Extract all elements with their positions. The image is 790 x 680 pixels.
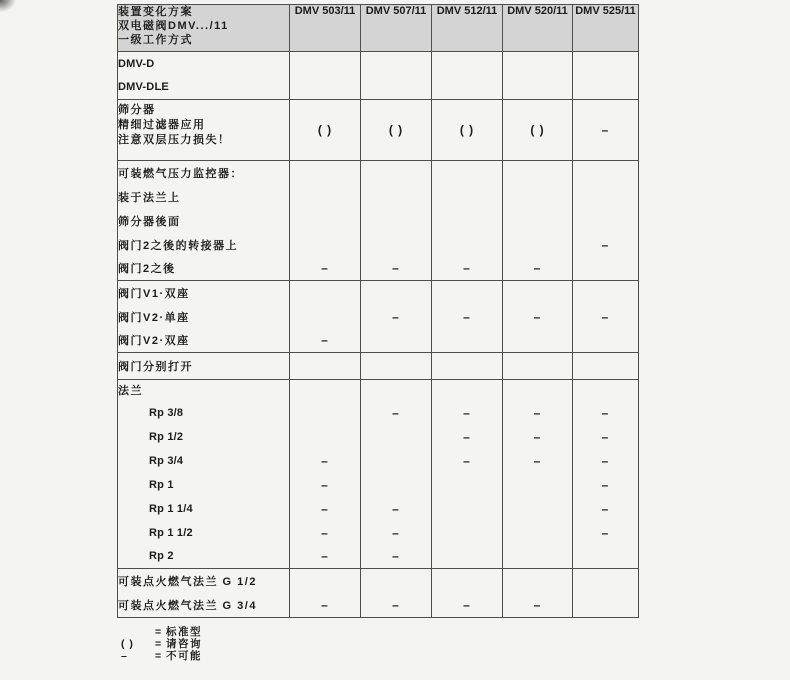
cell-not-possible: – <box>573 425 639 449</box>
table-row-dmv-types-1 <box>118 76 639 100</box>
cell-standard <box>503 161 573 185</box>
legend-equals-sign: = <box>155 650 162 662</box>
table-row-flange-7 <box>118 545 639 569</box>
cell-standard <box>432 353 503 380</box>
cell-standard <box>290 76 361 100</box>
cell-standard <box>503 209 573 233</box>
cell-standard <box>503 380 573 401</box>
table-row-ignition-flange-1 <box>118 593 639 618</box>
cell-not-possible: – <box>503 425 573 449</box>
cell-standard <box>290 353 361 380</box>
cell-standard <box>573 257 639 281</box>
cell-standard <box>503 353 573 380</box>
cell-standard <box>361 473 432 497</box>
cell-standard <box>361 380 432 401</box>
table-row-pressure-monitor-2 <box>118 209 639 233</box>
row-label <box>118 100 290 161</box>
legend-equals-sign: = <box>155 638 162 650</box>
row-label: 可装燃气压力监控器： <box>118 161 290 185</box>
cell-standard <box>432 521 503 545</box>
cell-standard <box>290 380 361 401</box>
cell-not-possible: – <box>573 473 639 497</box>
table-row-valve-seats-1 <box>118 305 639 329</box>
cell-not-possible: – <box>290 521 361 545</box>
row-label: Rp 3/4 <box>118 449 290 473</box>
table-row-flange-2 <box>118 425 639 449</box>
cell-not-possible: – <box>573 449 639 473</box>
cell-standard <box>432 380 503 401</box>
cell-not-possible: – <box>290 497 361 521</box>
row-label: DMV-D <box>118 52 290 76</box>
legend-row-1 <box>121 638 202 650</box>
row-label: 阀门2之後的转接器上 <box>118 233 290 257</box>
cell-standard <box>432 161 503 185</box>
row-label-line: 精细过滤器应用 <box>118 119 206 131</box>
legend-symbol: ( ) <box>121 638 134 650</box>
cell-not-possible: – <box>361 305 432 329</box>
row-label: 阀门分别打开 <box>118 353 290 380</box>
column-header-dmv-525: DMV 525/11 <box>573 5 639 52</box>
cell-not-possible: – <box>503 401 573 425</box>
table-row-pressure-monitor-3 <box>118 233 639 257</box>
cell-standard <box>503 497 573 521</box>
cell-not-possible: – <box>503 449 573 473</box>
cell-not-possible: – <box>290 257 361 281</box>
cell-standard <box>573 52 639 76</box>
cell-standard <box>432 52 503 76</box>
cell-standard <box>290 52 361 76</box>
cell-standard <box>361 233 432 257</box>
cell-not-possible: – <box>361 497 432 521</box>
cell-not-possible: – <box>361 545 432 569</box>
title-line-3: 一级工作方式 <box>118 34 193 46</box>
legend-equals-sign: = <box>155 626 162 638</box>
cell-not-possible: – <box>290 593 361 618</box>
cell-standard <box>290 401 361 425</box>
table-row-open-separately-0 <box>118 353 639 380</box>
cell-not-possible: – <box>432 401 503 425</box>
title-line-1: 装置变化方案 <box>118 6 193 18</box>
cell-not-possible: – <box>503 305 573 329</box>
cell-standard <box>573 76 639 100</box>
row-label: 可装点火燃气法兰 G 3/4 <box>118 593 290 618</box>
row-label: 阀门2之後 <box>118 257 290 281</box>
row-label: Rp 2 <box>118 545 290 569</box>
cell-not-possible: – <box>361 521 432 545</box>
row-label: 阀门V1·双座 <box>118 281 290 305</box>
row-label: Rp 1 1/2 <box>118 521 290 545</box>
row-label: Rp 1 1/4 <box>118 497 290 521</box>
cell-not-possible: – <box>290 545 361 569</box>
cell-standard <box>361 76 432 100</box>
cell-standard <box>432 497 503 521</box>
cell-standard <box>432 233 503 257</box>
cell-standard <box>573 569 639 594</box>
row-label: DMV-DLE <box>118 76 290 100</box>
cell-standard <box>503 545 573 569</box>
cell-standard <box>290 305 361 329</box>
table-title <box>118 5 290 52</box>
table-row-valve-seats-0 <box>118 281 639 305</box>
cell-not-possible: – <box>573 100 639 161</box>
cell-standard <box>573 209 639 233</box>
cell-not-possible: – <box>361 257 432 281</box>
table-row-flange-4 <box>118 473 639 497</box>
cell-standard <box>573 185 639 209</box>
row-label-line: 注意双层压力损失！ <box>118 134 231 146</box>
cell-not-possible: – <box>573 521 639 545</box>
row-label: Rp 1 <box>118 473 290 497</box>
cell-standard <box>361 353 432 380</box>
cell-standard <box>573 353 639 380</box>
cell-standard <box>290 425 361 449</box>
cell-standard <box>432 185 503 209</box>
row-label: 法兰 <box>118 380 290 401</box>
table-row-filter-0 <box>118 100 639 161</box>
title-line-2: 双电磁阀DMV.../11 <box>118 20 229 32</box>
cell-not-possible: – <box>361 593 432 618</box>
table-row-pressure-monitor-1 <box>118 185 639 209</box>
cell-standard <box>432 569 503 594</box>
cell-not-possible: – <box>290 449 361 473</box>
table-row-ignition-flange-0 <box>118 569 639 594</box>
cell-standard <box>432 76 503 100</box>
cell-not-possible: – <box>432 305 503 329</box>
cell-standard <box>503 569 573 594</box>
cell-standard <box>432 545 503 569</box>
cell-not-possible: – <box>432 593 503 618</box>
column-header-dmv-507: DMV 507/11 <box>361 5 432 52</box>
cell-standard <box>503 281 573 305</box>
cell-standard <box>503 473 573 497</box>
cell-standard <box>361 209 432 233</box>
legend-row-0 <box>121 626 202 638</box>
cell-standard <box>432 209 503 233</box>
cell-standard <box>503 233 573 257</box>
cell-standard <box>573 329 639 353</box>
cell-standard <box>290 569 361 594</box>
row-label: 阀门V2·单座 <box>118 305 290 329</box>
cell-not-possible: – <box>290 473 361 497</box>
cell-standard <box>361 449 432 473</box>
cell-not-possible: – <box>432 257 503 281</box>
cell-on-request: ( ) <box>290 100 361 161</box>
cell-standard <box>361 185 432 209</box>
table-header-row <box>118 5 639 52</box>
row-label: 筛分器後面 <box>118 209 290 233</box>
cell-on-request: ( ) <box>432 100 503 161</box>
cell-standard <box>290 185 361 209</box>
legend-meaning: 不可能 <box>166 650 202 662</box>
table-row-flange-0 <box>118 380 639 401</box>
table-row-flange-5 <box>118 497 639 521</box>
column-header-dmv-520: DMV 520/11 <box>503 5 573 52</box>
cell-not-possible: – <box>573 401 639 425</box>
legend-meaning: 请咨询 <box>166 638 202 650</box>
cell-on-request: ( ) <box>361 100 432 161</box>
row-label: 装于法兰上 <box>118 185 290 209</box>
legend-symbol: – <box>121 650 128 662</box>
cell-standard <box>361 281 432 305</box>
row-label: Rp 1/2 <box>118 425 290 449</box>
cell-standard <box>503 329 573 353</box>
cell-standard <box>573 593 639 618</box>
cell-standard <box>290 161 361 185</box>
cell-standard <box>361 569 432 594</box>
cell-standard <box>361 329 432 353</box>
cell-not-possible: – <box>573 305 639 329</box>
table-row-flange-6 <box>118 521 639 545</box>
cell-standard <box>290 209 361 233</box>
legend-row-2 <box>121 650 202 662</box>
cell-standard <box>573 380 639 401</box>
cell-standard <box>432 281 503 305</box>
cell-not-possible: – <box>361 401 432 425</box>
cell-standard <box>290 281 361 305</box>
table-body <box>118 52 639 618</box>
cell-standard <box>432 329 503 353</box>
cell-not-possible: – <box>432 425 503 449</box>
table-row-flange-1 <box>118 401 639 425</box>
cell-standard <box>290 233 361 257</box>
cell-not-possible: – <box>503 257 573 281</box>
cell-standard <box>503 185 573 209</box>
cell-not-possible: – <box>503 593 573 618</box>
column-header-dmv-512: DMV 512/11 <box>432 5 503 52</box>
cell-on-request: ( ) <box>503 100 573 161</box>
cell-standard <box>573 545 639 569</box>
cell-standard <box>503 76 573 100</box>
row-label: 阀门V2·双座 <box>118 329 290 353</box>
cell-standard <box>432 473 503 497</box>
row-label: Rp 3/8 <box>118 401 290 425</box>
legend-meaning: 标准型 <box>166 626 202 638</box>
row-label: 可装点火燃气法兰 G 1/2 <box>118 569 290 594</box>
row-label-line: 筛分器 <box>118 104 156 116</box>
table-row-pressure-monitor-4 <box>118 257 639 281</box>
cell-standard <box>573 281 639 305</box>
column-header-dmv-503: DMV 503/11 <box>290 5 361 52</box>
cell-standard <box>361 161 432 185</box>
cell-not-possible: – <box>432 449 503 473</box>
cell-standard <box>361 425 432 449</box>
cell-not-possible: – <box>573 233 639 257</box>
table-row-valve-seats-2 <box>118 329 639 353</box>
cell-not-possible: – <box>290 329 361 353</box>
cell-standard <box>361 52 432 76</box>
table-row-pressure-monitor-0 <box>118 161 639 185</box>
legend <box>121 626 202 662</box>
variant-table <box>117 4 639 618</box>
cell-not-possible: – <box>573 497 639 521</box>
cell-standard <box>573 161 639 185</box>
table-row-dmv-types-0 <box>118 52 639 76</box>
table-row-flange-3 <box>118 449 639 473</box>
cell-standard <box>503 521 573 545</box>
cell-standard <box>503 52 573 76</box>
